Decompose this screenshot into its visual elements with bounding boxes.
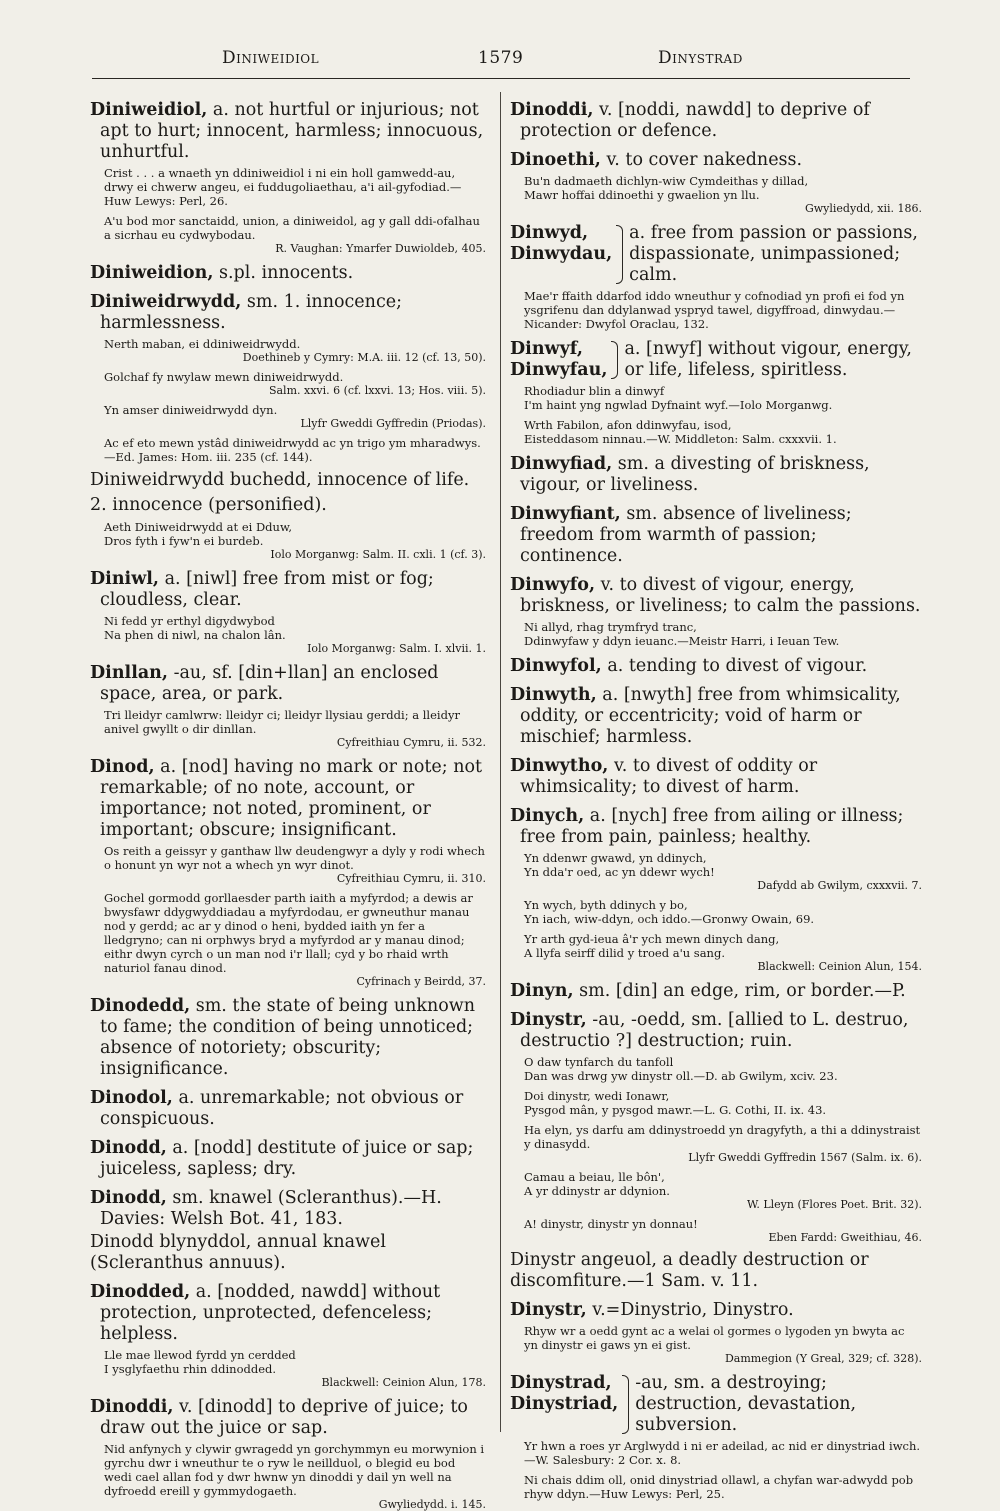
citation-line: Dros fyth i fyw'n ei burdeb. bbox=[104, 534, 264, 548]
citation-source: Eben Fardd: Gweithiau, 46. bbox=[768, 1231, 922, 1244]
left-column bbox=[90, 100, 486, 1511]
headword: Dinystrad, bbox=[510, 1373, 612, 1393]
definition: v. to cover nakedness. bbox=[606, 150, 803, 170]
entry-definition bbox=[510, 150, 922, 171]
headword: Diniwl, bbox=[90, 569, 160, 589]
citation-line: Os reith a geissyr y ganthaw llw deudengwyr a dyly y rodi whech o honunt yn wyr not a whech yn wyr dinot. bbox=[104, 844, 485, 872]
citation bbox=[524, 1170, 922, 1211]
dictionary-entry bbox=[510, 150, 922, 215]
citation-line: Ni allyd, rhag trymfryd tranc, bbox=[524, 620, 697, 634]
dictionary-entry bbox=[510, 685, 922, 748]
headword-group bbox=[510, 339, 607, 381]
running-head bbox=[94, 48, 910, 78]
citation-source: Blackwell: Ceinion Alun, 178. bbox=[321, 1376, 486, 1389]
entry-definition bbox=[90, 1188, 486, 1230]
definition: sm. the state of being unknown to fame; the condition of being unnoticed; absence of notoriety; obscurity; insignificance. bbox=[100, 996, 476, 1079]
citation bbox=[524, 1439, 922, 1467]
citation bbox=[104, 337, 486, 364]
entry-definition bbox=[90, 663, 486, 705]
citation bbox=[104, 614, 486, 655]
citation bbox=[104, 166, 486, 208]
definition: -au, sm. a destroying; destruction, devastation, subversion. bbox=[635, 1373, 857, 1435]
citation bbox=[104, 370, 486, 397]
entry-definition bbox=[90, 263, 486, 284]
sub-sense: 2. innocence (personified). bbox=[90, 495, 327, 515]
citation bbox=[524, 418, 922, 446]
citation-line: Nid anfynych y clywir gwragedd yn gorchymmyn eu morwynion i gyrchu dwr i wneuthur te o ryw le neillduol, o blegid eu bod wedi cael allan fod y dwr hwnw yn dinoddi y dail yn well na dyfroedd ereill y gymmydogaeth. bbox=[104, 1442, 485, 1498]
headword: Diniweidion, bbox=[90, 263, 214, 283]
definition: v. to divest of oddity or whimsicality; to divest of harm. bbox=[520, 756, 818, 797]
paired-headwords bbox=[510, 1373, 922, 1436]
headword: Dinwyfau, bbox=[510, 360, 608, 380]
citation bbox=[524, 898, 922, 926]
citation bbox=[524, 1123, 922, 1164]
citation-line: O daw tynfarch du tanfoll bbox=[524, 1055, 674, 1069]
entry-definition bbox=[510, 1300, 922, 1321]
dictionary-entry bbox=[90, 100, 486, 255]
entry-definition bbox=[90, 569, 486, 611]
citation-source: Blackwell: Ceinion Alun, 154. bbox=[757, 960, 922, 973]
citation-line: Pysgod mân, y pysgod mawr.—L. G. Cothi, II. ix. 43. bbox=[524, 1103, 827, 1117]
citation bbox=[104, 708, 486, 749]
headword: Dinystriad, bbox=[510, 1394, 619, 1414]
sub-sense: Diniweidrwydd buchedd, innocence of life. bbox=[90, 470, 470, 490]
definition: a. [nod] having no mark or note; not remarkable; of no note, account, or importance; not noted, prominent, or important; obscure; insignificant. bbox=[100, 757, 483, 840]
headword: Dinwydau, bbox=[510, 244, 613, 264]
headword: Dinllan, bbox=[90, 663, 168, 683]
definition: a. [nwyf] without vigour, energy, or life, lifeless, spiritless. bbox=[624, 339, 912, 380]
column-divider bbox=[500, 92, 501, 1432]
dictionary-entry bbox=[90, 1282, 486, 1389]
entry-definition bbox=[90, 757, 486, 841]
citation bbox=[104, 214, 486, 255]
citation bbox=[104, 520, 486, 561]
definition: a. not hurtful or injurious; not apt to hurt; innocent, harmless; innocuous, unhurtful. bbox=[100, 100, 484, 162]
headword: Dinodd, bbox=[90, 1138, 167, 1158]
dictionary-entry bbox=[90, 569, 486, 655]
dictionary-entry bbox=[90, 292, 486, 561]
dictionary-entry bbox=[90, 1088, 486, 1130]
citation-line: Nerth maban, ei ddiniweidrwydd. bbox=[104, 337, 301, 351]
header-rule bbox=[92, 78, 910, 79]
headword: Diniweidrwydd, bbox=[90, 292, 242, 312]
citation bbox=[524, 289, 922, 331]
citation-source: Doethineb y Cymry: M.A. iii. 12 (cf. 13, 50). bbox=[242, 351, 486, 364]
citation-line: Bu'n dadmaeth dichlyn-wiw Cymdeithas y dillad, bbox=[524, 174, 809, 188]
dictionary-entry bbox=[510, 981, 922, 1002]
definition: v.=Dinystrio, Dinystro. bbox=[592, 1300, 794, 1320]
paired-headwords bbox=[510, 339, 922, 381]
entry-definition bbox=[510, 756, 922, 798]
definition: s.pl. innocents. bbox=[219, 263, 354, 283]
headword: Dinwyth, bbox=[510, 685, 597, 705]
dictionary-entry bbox=[510, 504, 922, 567]
dictionary-entry bbox=[90, 1138, 486, 1180]
citation-source: Llyfr Gweddi Gyffredin 1567 (Salm. ix. 6). bbox=[688, 1151, 922, 1164]
headword: Dinodd, bbox=[90, 1188, 167, 1208]
dictionary-entry bbox=[510, 339, 922, 446]
citation-source: Cyfreithiau Cymru, ii. 532. bbox=[336, 736, 486, 749]
dictionary-entry bbox=[510, 1373, 922, 1501]
definition: v. [dinodd] to deprive of juice; to draw out the juice or sap. bbox=[100, 1397, 468, 1438]
dictionary-entry bbox=[510, 223, 922, 331]
dictionary-entry bbox=[510, 756, 922, 798]
citation-line: A! dinystr, dinystr yn donnau! bbox=[524, 1217, 698, 1231]
dictionary-entry bbox=[90, 663, 486, 749]
definition: sm. a divesting of briskness, vigour, or liveliness. bbox=[520, 454, 870, 495]
citation bbox=[524, 1324, 922, 1365]
citation-line: Golchaf fy nwylaw mewn diniweidrwydd. bbox=[104, 370, 344, 384]
citation-line: Doi dinystr, wedi Ionawr, bbox=[524, 1089, 670, 1103]
running-head-left: Diniweidiol bbox=[222, 48, 320, 68]
citation-source: Dafydd ab Gwilym, cxxxvii. 7. bbox=[757, 879, 922, 892]
definition: v. [noddi, nawdd] to deprive of protection or defence. bbox=[520, 100, 870, 141]
dictionary-entry bbox=[510, 454, 922, 496]
definition: -au, -oedd, sm. [allied to L. destruo, destructio ?] destruction; ruin. bbox=[520, 1010, 909, 1051]
headword: Dinwytho, bbox=[510, 756, 609, 776]
headword: Dinoethi, bbox=[510, 150, 601, 170]
headword: Dinodded, bbox=[90, 1282, 191, 1302]
entry-definition bbox=[90, 1397, 486, 1439]
citation-line: Yr hwn a roes yr Arglwydd i ni er adeilad, ac nid er dinystriad iwch.—W. Salesbury: 2 Cor. x. 8. bbox=[524, 1439, 921, 1467]
definition: sm. knawel (Scleranthus).—H. Davies: Welsh Bot. 41, 183. bbox=[100, 1188, 442, 1229]
entry-definition bbox=[510, 504, 922, 567]
right-column bbox=[510, 100, 922, 1501]
citation bbox=[104, 1442, 486, 1511]
dictionary-entry bbox=[90, 1188, 486, 1274]
headword: Dinyn, bbox=[510, 981, 574, 1001]
citation bbox=[524, 620, 922, 648]
citation-line: Mawr hoffai ddinoethi y gwaelion yn llu. bbox=[524, 188, 760, 202]
citation-line: Yn wych, byth ddinych y bo, bbox=[524, 898, 688, 912]
definition: -au, sf. [din+llan] an enclosed space, area, or park. bbox=[100, 663, 439, 704]
citation bbox=[524, 1473, 922, 1501]
citation-line: Rhyw wr a oedd gynt ac a welai ol gormes o lygoden yn bwyta ac yn dinystr ei gaws yn ei gist. bbox=[524, 1324, 905, 1352]
page-number: 1579 bbox=[478, 48, 524, 68]
definition: a. [nodd] destitute of juice or sap; juiceless, sapless; dry. bbox=[100, 1138, 474, 1179]
headword: Dinwyfol, bbox=[510, 656, 602, 676]
headword: Dinod, bbox=[90, 757, 155, 777]
citation-source: Salm. xxvi. 6 (cf. lxxvi. 13; Hos. viii. 5). bbox=[268, 384, 486, 397]
entry-definition bbox=[90, 100, 486, 163]
citation-line: Eisteddasom ninnau.—W. Middleton: Salm. cxxxvii. 1. bbox=[524, 432, 837, 446]
citation bbox=[524, 1089, 922, 1117]
citation-source: W. Lleyn (Flores Poet. Brit. 32). bbox=[746, 1198, 922, 1211]
entry-definition bbox=[510, 806, 922, 848]
headword: Dinwyfiant, bbox=[510, 504, 621, 524]
entry-definition bbox=[90, 292, 486, 334]
citation-source: Llyfr Gweddi Gyffredin (Priodas). bbox=[300, 417, 486, 430]
definition: a. [nodded, nawdd] without protection, unprotected, defenceless; helpless. bbox=[100, 1282, 441, 1344]
entry-definition bbox=[510, 981, 922, 1002]
citation-source: Dammegion (Y Greal, 329; cf. 328). bbox=[724, 1352, 922, 1365]
dictionary-entry bbox=[90, 1397, 486, 1511]
entry-definition bbox=[510, 100, 922, 142]
citation-source: Cyfreithiau Cymru, ii. 310. bbox=[336, 872, 486, 885]
citation-line: Rhodiadur blin a dinwyf bbox=[524, 384, 665, 398]
citation bbox=[104, 1348, 486, 1389]
citation bbox=[104, 403, 486, 430]
headword: Dinwyfiad, bbox=[510, 454, 613, 474]
definition: a. [nwyth] free from whimsicality, oddity, or eccentricity; void of harm or mischief; harmless. bbox=[520, 685, 901, 747]
entry-definition bbox=[90, 1138, 486, 1180]
citation bbox=[524, 1217, 922, 1244]
citation-line: Wrth Fabilon, afon ddinwyfau, isod, bbox=[524, 418, 732, 432]
headword: Dinwyf, bbox=[510, 339, 584, 359]
citation-line: Yr arth gyd-ieua â'r ych mewn dinych dang, bbox=[524, 932, 780, 946]
citation-line: Yn amser diniweidrwydd dyn. bbox=[104, 403, 278, 417]
citation-line: Dan was drwg yw dinystr oll.—D. ab Gwilym, xciv. 23. bbox=[524, 1069, 838, 1083]
citation bbox=[104, 891, 486, 988]
dictionary-entry bbox=[90, 757, 486, 988]
entry-definition bbox=[90, 1088, 486, 1130]
sub-sense: Dinystr angeuol, a deadly destruction or discomfiture.—1 Sam. v. 11. bbox=[510, 1250, 869, 1291]
citation bbox=[104, 436, 486, 464]
entry-definition bbox=[90, 1282, 486, 1345]
citation-source: Gwyliedydd, xii. 186. bbox=[804, 202, 922, 215]
dictionary-entry bbox=[510, 1010, 922, 1292]
citation-line: Gochel gormodd gorllaesder parth iaith a myfyrdod; a dewis ar bwysfawr ddygwyddiadau a myfyrdodau, er gwneuthur manau nod y gerdd; ac ar y dinod o heni, bydded iaith yn fer a lledgryno; can ni orphwys bryd a myfyrdod ar y manau dinod; eithr dwyn cyrch o un man nod i'r llall; cyd y bo rhaid wrth naturiol fanau dinod. bbox=[104, 891, 473, 975]
headword: Dinystr, bbox=[510, 1010, 587, 1030]
citation-line: A'u bod mor sanctaidd, union, a diniweidol, ag y gall ddi-ofalhau a sicrhau eu cydwybodau. bbox=[104, 214, 480, 242]
headword: Dinystr, bbox=[510, 1300, 587, 1320]
headword-group bbox=[510, 1373, 618, 1436]
definition: sm. [din] an edge, rim, or border.—P. bbox=[579, 981, 906, 1001]
citation-line: Ha elyn, ys darfu am ddinystroedd yn dragyfyth, a thi a ddinystraist y dinasydd. bbox=[524, 1123, 921, 1151]
headword: Dinodol, bbox=[90, 1088, 173, 1108]
headword: Dinoddi, bbox=[90, 1397, 174, 1417]
definition: a. tending to divest of vigour. bbox=[607, 656, 868, 676]
headword: Dinych, bbox=[510, 806, 585, 826]
definition: a. unremarkable; not obvious or conspicuous. bbox=[100, 1088, 464, 1129]
citation-line: Lle mae llewod fyrdd yn cerdded bbox=[104, 1348, 296, 1362]
citation-source: Iolo Morganwg: Salm. I. xlvii. 1. bbox=[307, 642, 486, 655]
citation-line: Ac ef eto mewn ystâd diniweidrwydd ac yn trigo ym mharadwys.—Ed. James: Hom. iii. 235 (cf. 144). bbox=[104, 436, 481, 464]
dictionary-entry bbox=[510, 806, 922, 973]
entry-definition bbox=[510, 575, 922, 617]
entry-definition bbox=[510, 685, 922, 748]
citation-line: Ni chais ddim oll, onid dinystriad ollawl, a chyfan war-adwydd pob rhyw ddyn.—Huw Lewys: Perl, 25. bbox=[524, 1473, 914, 1501]
citation-source: R. Vaughan: Ymarfer Duwioldeb, 405. bbox=[275, 242, 486, 255]
dictionary-entry bbox=[510, 100, 922, 142]
citation-line: Na phen di niwl, na chalon lân. bbox=[104, 628, 286, 642]
citation-line: Crist . . . a wnaeth yn ddiniweidiol i ni ein holl gamwedd-au, drwy ei chwerw angeu, ei fuddugoliaethau, a'i ail-gyfodiad.—Huw Lewys: Perl, 26. bbox=[104, 166, 462, 208]
dictionary-entry bbox=[510, 1300, 922, 1365]
citation-line: Camau a beiau, lle bôn', bbox=[524, 1170, 665, 1184]
headword: Dinoddi, bbox=[510, 100, 594, 120]
citation bbox=[524, 384, 922, 412]
definition: a. [niwl] free from mist or fog; cloudless, clear. bbox=[100, 569, 434, 610]
entry-definition bbox=[510, 1010, 922, 1052]
entry-definition bbox=[90, 996, 486, 1080]
citation-line: A yr ddinystr ar ddynion. bbox=[524, 1184, 670, 1198]
citation bbox=[524, 174, 922, 215]
citation-line: Ni fedd yr erthyl digydwybod bbox=[104, 614, 275, 628]
headword: Dinwyd, bbox=[510, 223, 589, 243]
citation-line: Yn dda'r oed, ac yn ddewr wych! bbox=[524, 865, 715, 879]
sub-sense: Dinodd blynyddol, annual knawel (Scleranthus annuus). bbox=[90, 1232, 386, 1273]
citation-line: Mae'r ffaith ddarfod iddo wneuthur y cofnodiad yn profi ei fod yn ysgrifenu dan ddylanwad yspryd tawel, digyffroad, dinwydau.—Nicander: Dwyfol Oraclau, 132. bbox=[524, 289, 905, 331]
citation-line: Yn iach, wiw-ddyn, och iddo.—Gronwy Owain, 69. bbox=[524, 912, 815, 926]
headword-group bbox=[510, 223, 612, 286]
citation-line: I ysglyfaethu rhin ddinodded. bbox=[104, 1362, 277, 1376]
citation bbox=[104, 844, 486, 885]
definition: a. [nych] free from ailing or illness; free from pain, painless; healthy. bbox=[520, 806, 904, 847]
running-head-right: Dinystrad bbox=[658, 48, 743, 68]
dictionary-entry bbox=[90, 996, 486, 1080]
citation-line: A llyfa seirff dilid y troed a'u sang. bbox=[524, 946, 725, 960]
headword: Dinodedd, bbox=[90, 996, 191, 1016]
definition: sm. 1. innocence; harmlessness. bbox=[100, 292, 402, 333]
definition: sm. absence of liveliness; freedom from warmth of passion; continence. bbox=[520, 504, 852, 566]
citation-line: Yn ddenwr gwawd, yn ddinych, bbox=[524, 851, 707, 865]
entry-definition bbox=[510, 656, 922, 677]
definition: a. free from passion or passions, dispassionate, unimpassioned; calm. bbox=[629, 223, 918, 285]
headword: Diniweidiol, bbox=[90, 100, 208, 120]
citation-line: Ddinwyfaw y ddyn ieuanc.—Meistr Harri, i Ieuan Tew. bbox=[524, 634, 840, 648]
citation-line: Aeth Diniweidrwydd at ei Dduw, bbox=[104, 520, 293, 534]
brace-mark bbox=[616, 225, 623, 284]
citation bbox=[524, 851, 922, 892]
brace-mark bbox=[622, 1375, 629, 1434]
brace-mark bbox=[611, 341, 618, 379]
citation-source: Iolo Morganwg: Salm. II. cxli. 1 (cf. 3). bbox=[270, 548, 486, 561]
definition: v. to divest of vigour, energy, briskness, or liveliness; to calm the passions. bbox=[520, 575, 921, 616]
citation bbox=[524, 1055, 922, 1083]
citation bbox=[524, 932, 922, 973]
dictionary-entry bbox=[510, 575, 922, 648]
citation-line: Tri lleidyr camlwrw: lleidyr ci; lleidyr llysiau gerddi; a lleidyr anivel gwyllt o dir dinllan. bbox=[104, 708, 460, 736]
headword: Dinwyfo, bbox=[510, 575, 596, 595]
paired-headwords bbox=[510, 223, 922, 286]
dictionary-entry bbox=[90, 263, 486, 284]
entry-definition bbox=[510, 454, 922, 496]
citation-source: Gwyliedydd. i. 145. bbox=[378, 1498, 486, 1511]
citation-source: Cyfrinach y Beirdd, 37. bbox=[356, 975, 486, 988]
citation-line: I'm haint yng ngwlad Dyfnaint wyf.—Iolo Morganwg. bbox=[524, 398, 833, 412]
dictionary-entry bbox=[510, 656, 922, 677]
